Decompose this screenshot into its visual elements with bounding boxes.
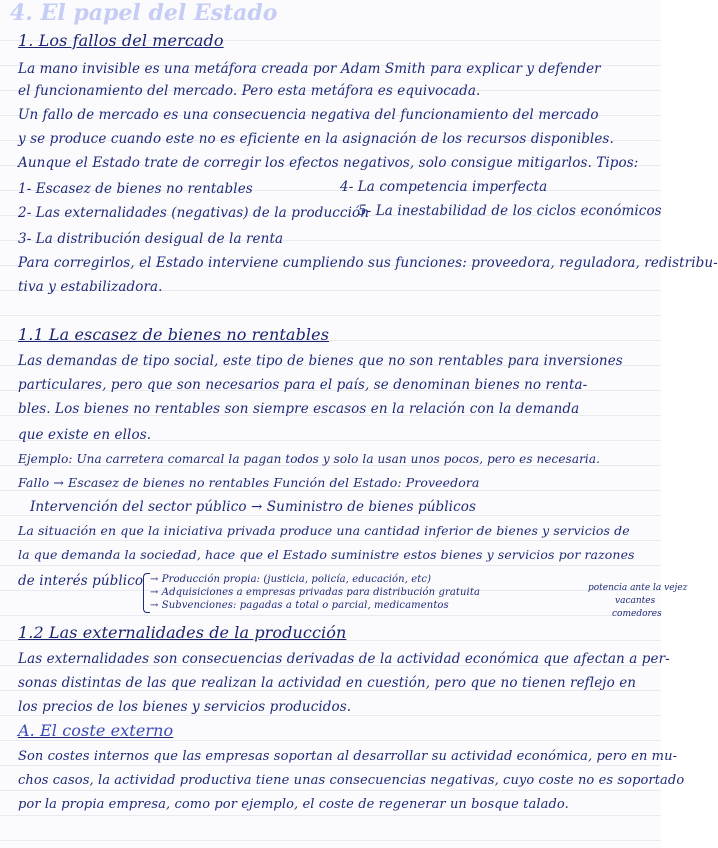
s11-sub-0: → Producción propia: (justicia, policía, educación, etc) xyxy=(150,574,432,585)
s1-line-3: y se produce cuando este no es eficiente en la asignación de los recursos disponibles. xyxy=(18,131,614,147)
s11-example: Ejemplo: Una carretera comarcal la pagan todos y solo la usan unos pocos, pero es necesaria. xyxy=(18,452,601,466)
s1-line-2: Un fallo de mercado es una consecuencia negativa del funcionamiento del mercado xyxy=(18,107,599,123)
side-note-0: potencia ante la vejez xyxy=(588,583,688,593)
type-1: 1- Escasez de bienes no rentables xyxy=(18,181,253,197)
s11-line-1: particulares, pero que son necesarios para el país, se denominan bienes no renta- xyxy=(18,377,588,393)
section-1-heading: 1. Los fallos del mercado xyxy=(18,31,224,50)
s12-line-0: Las externalidades son consecuencias derivadas de la actividad económica que afectan a per- xyxy=(18,651,670,667)
s1-line-0: La mano invisible es una metáfora creada por Adam Smith para explicar y defender xyxy=(18,61,601,77)
s11-situation-2: de interés público xyxy=(18,573,144,589)
s12-line-1: sonas distintas de las que realizan la actividad en cuestión, pero que no tienen reflejo en xyxy=(18,675,637,691)
sA-line-1: chos casos, la actividad productiva tiene unas consecuencias negativas, cuyo coste no es soportado xyxy=(18,773,685,788)
s1-line-4: Aunque el Estado trate de corregir los efectos negativos, solo consigue mitigarlos. Tipos: xyxy=(18,155,639,171)
s11-line-3: que existe en ellos. xyxy=(18,427,152,443)
page-title: 4. El papel del Estado xyxy=(10,0,278,26)
sA-line-2: por la propia empresa, como por ejemplo, el coste de regenerar un bosque talado. xyxy=(18,797,569,812)
s12-line-2: los precios de los bienes y servicios producidos. xyxy=(18,699,352,715)
side-note-1: vacantes xyxy=(615,596,656,606)
s11-intervention: Intervención del sector público → Suministro de bienes públicos xyxy=(30,499,477,515)
section-a-heading: A. El coste externo xyxy=(18,721,174,740)
type-2: 2- Las externalidades (negativas) de la producción xyxy=(18,205,370,221)
s1-line-1: el funcionamiento del mercado. Pero esta metáfora es equivocada. xyxy=(18,83,481,99)
s11-line-0: Las demandas de tipo social, este tipo de bienes que no son rentables para inversiones xyxy=(18,353,623,369)
brace-mark xyxy=(143,573,150,613)
sA-line-0: Son costes internos que las empresas soportan al desarrollar su actividad económica, pero en mu- xyxy=(18,749,678,764)
s11-sub-2: → Subvenciones: pagadas a total o parcial, medicamentos xyxy=(150,600,449,611)
section-1-2-heading: 1.2 Las externalidades de la producción xyxy=(18,623,347,642)
side-note-2: comedores xyxy=(612,609,662,619)
type-5: 5- La inestabilidad de los ciclos económicos xyxy=(358,203,662,219)
s11-situation-0: La situación en que la iniciativa privada produce una cantidad inferior de bienes y servicios de xyxy=(18,523,630,538)
type-4: 4- La competencia imperfecta xyxy=(340,179,548,195)
s1-closing-1: tiva y estabilizadora. xyxy=(18,279,163,295)
section-1-1-heading: 1.1 La escasez de bienes no rentables xyxy=(18,325,330,344)
s11-line-2: bles. Los bienes no rentables son siempre escasos en la relación con la demanda xyxy=(18,401,580,417)
s11-arrow-line: Fallo → Escasez de bienes no rentables Función del Estado: Proveedora xyxy=(18,475,480,490)
s11-situation-1: la que demanda la sociedad, hace que el Estado suministre estos bienes y servicios por razones xyxy=(18,547,635,562)
type-3: 3- La distribución desigual de la renta xyxy=(18,231,284,247)
s1-closing-0: Para corregirlos, el Estado interviene cumpliendo sus funciones: proveedora, reguladora, redistribu- xyxy=(18,255,718,271)
s11-sub-1: → Adquisiciones a empresas privadas para distribución gratuita xyxy=(150,587,481,598)
